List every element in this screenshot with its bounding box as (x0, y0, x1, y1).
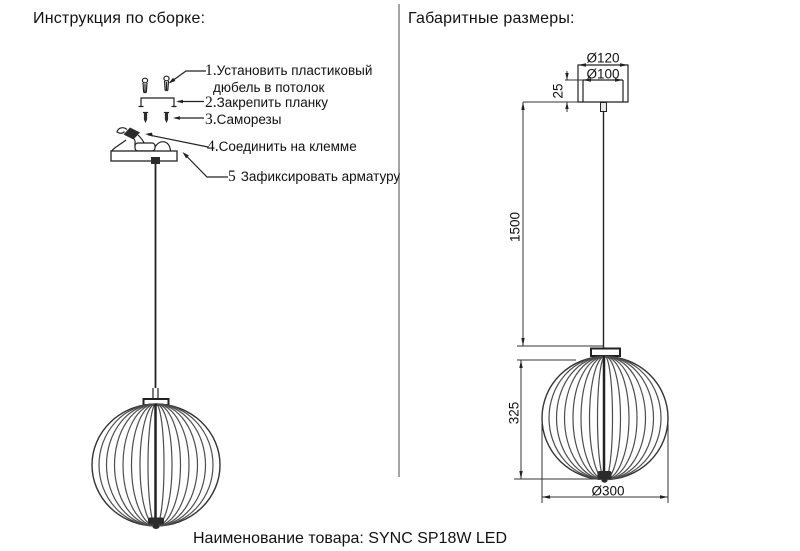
step-label-2 (205, 94, 328, 112)
screw-left-drawing (143, 113, 148, 124)
step-text: Соединить на клемме (218, 139, 357, 154)
cage-sphere-drawing (92, 388, 220, 529)
canopy-assembly-drawing (111, 128, 177, 165)
step-label-3 (205, 111, 281, 129)
dim-shade-diameter: Ø300 (591, 483, 625, 499)
dim-cord-length: 1500 (507, 211, 523, 243)
step-text: Установить пластиковый (216, 63, 373, 78)
step-label-4 (207, 138, 357, 156)
step-number: 2. (205, 94, 217, 111)
dowel-left-drawing (142, 78, 147, 92)
step-text: дюбель в потолок (213, 80, 325, 95)
step-label-1 (205, 62, 372, 80)
dim-25-lines (565, 71, 583, 112)
dim-shade-height: 325 (506, 401, 522, 425)
sphere-bottom-cap-drawing (148, 518, 164, 525)
dim-outer-diameter: Ø120 (586, 50, 620, 66)
left-panel-title: Инструкция по сборке: (33, 10, 206, 27)
step-number: 1. (205, 62, 217, 79)
step-text: Закрепить планку (216, 95, 328, 110)
dim-canopy-height: 25 (550, 83, 566, 99)
sphere-top-cap-dim (591, 349, 620, 357)
step-label-1-line2 (213, 80, 324, 95)
sphere-bottom-cap-dim (598, 471, 612, 479)
dim-inner-diameter: Ø100 (586, 66, 620, 81)
dim-1500-lines (517, 102, 604, 346)
cage-sphere-dim-drawing (542, 349, 668, 483)
canopy-plate-drawing (111, 151, 177, 161)
product-name-caption: Наименование товара: SYNC SP18W LED (192, 530, 508, 547)
cord-connector-drawing (601, 103, 607, 112)
driver-box-drawing (135, 143, 155, 151)
screw-right-drawing (164, 113, 169, 124)
dowel-right-drawing (164, 76, 169, 90)
step-number: 5 (228, 168, 236, 185)
cord-joint-drawing (151, 157, 160, 164)
dimension-drawing (514, 63, 668, 503)
step-number: 3. (205, 111, 217, 128)
step-number: 4. (207, 138, 219, 155)
right-panel-title: Габаритные размеры: (408, 10, 575, 27)
bracket-drawing (139, 98, 177, 107)
step-text: Зафиксировать арматуру (240, 169, 401, 184)
dim-325-lines (514, 360, 597, 479)
step-label-5 (228, 168, 400, 186)
step-text: Саморезы (216, 112, 282, 127)
